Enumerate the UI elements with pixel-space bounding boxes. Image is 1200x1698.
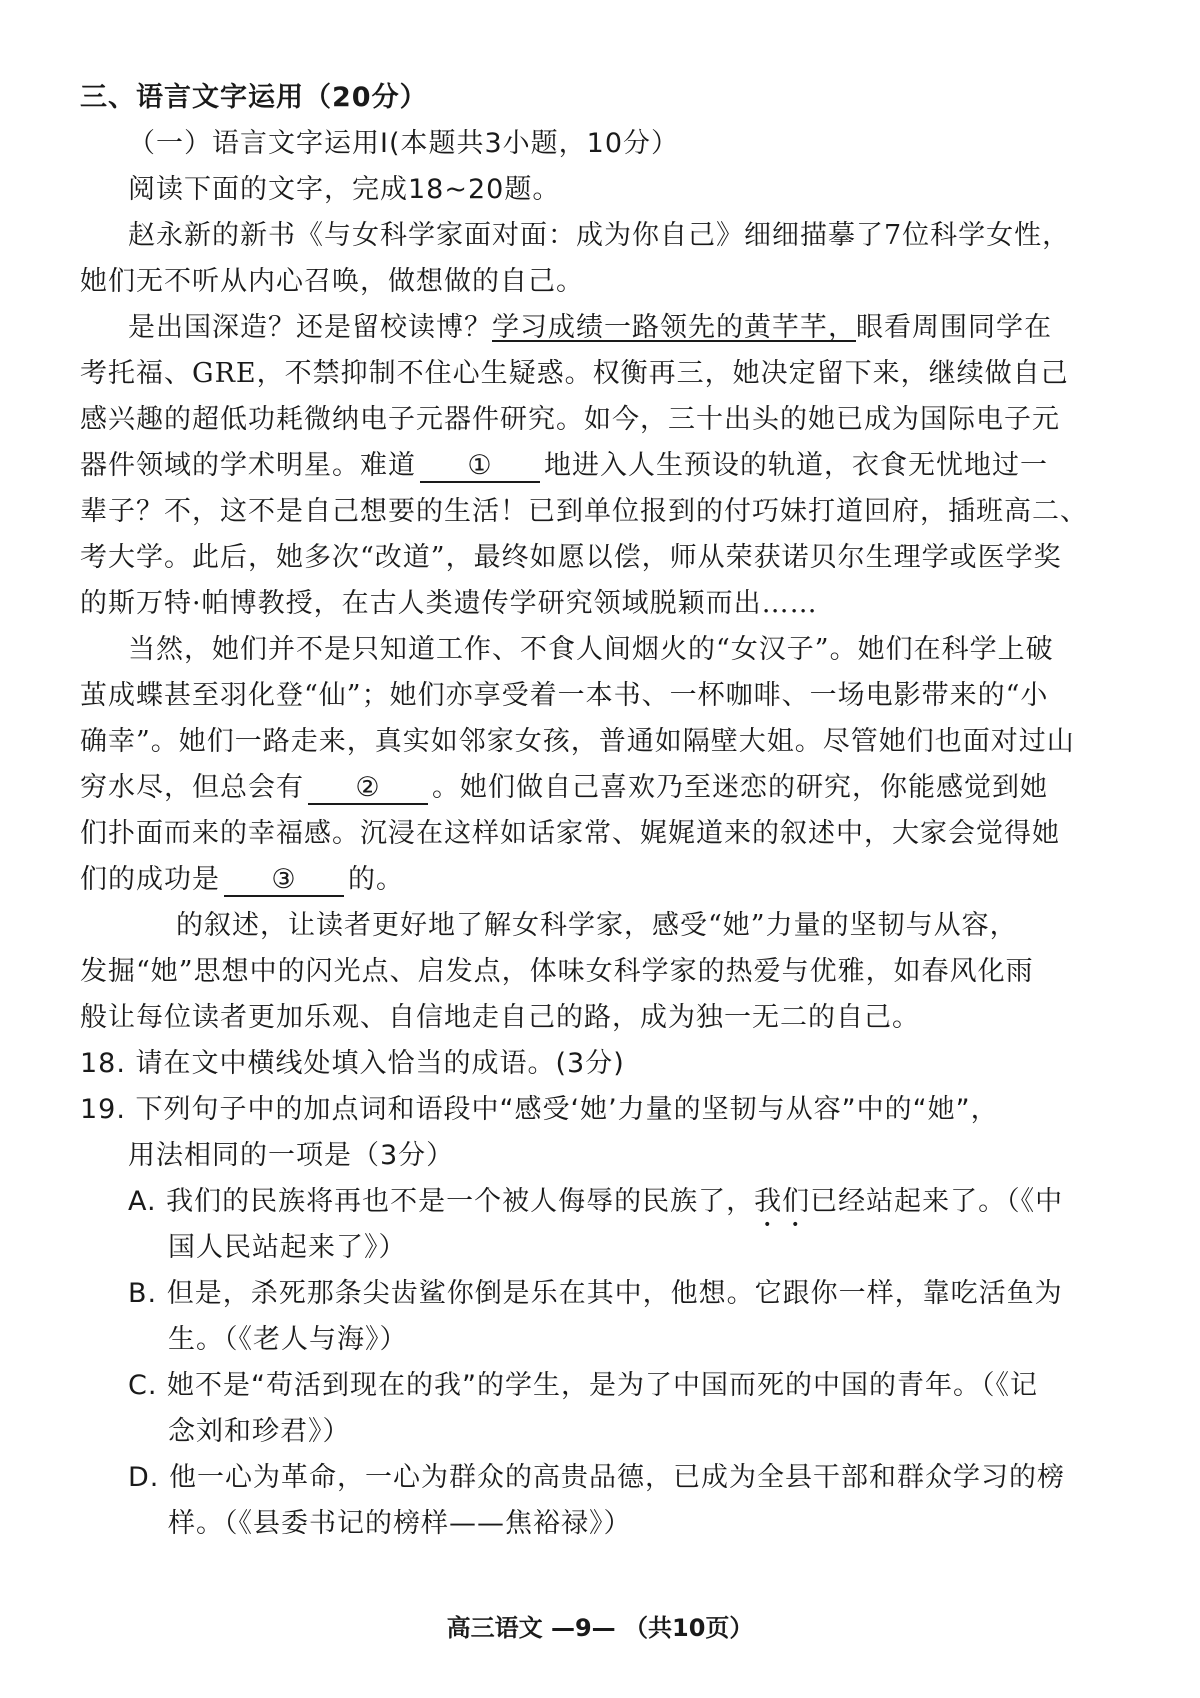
dotted-word: 我们 xyxy=(754,1186,811,1217)
blank-1: ① xyxy=(420,451,540,483)
passage-line: 的斯万特·帕博教授，在古人类遗传学研究领域脱颖而出…… xyxy=(80,588,818,619)
passage-text: 眼看周围同学在 xyxy=(856,312,1052,343)
passage-line: 辈子？不，这不是自己想要的生活！已到单位报到的付巧妹打道回府，插班高二、 xyxy=(80,496,1088,527)
underlined-text: 学习成绩一路领先的黄芊芊， xyxy=(492,312,856,343)
passage-text: 们的成功是 xyxy=(80,864,220,895)
passage-line: 般让每位读者更加乐观、自信地走自己的路，成为独一无二的自己。 xyxy=(80,1002,920,1033)
passage-line: 们扑面而来的幸福感。沉浸在这样如话家常、娓娓道来的叙述中，大家会觉得她 xyxy=(80,818,1060,849)
question-19: 19. 下列句子中的加点词和语段中“感受‘她’力量的坚韧与从容”中的“她”， xyxy=(80,1094,999,1125)
option-a-continued: 国人民站起来了》） xyxy=(168,1232,407,1263)
option-a xyxy=(128,1184,1063,1233)
passage-line xyxy=(80,862,404,898)
option-b-continued: 生。（《老人与海》） xyxy=(168,1324,408,1355)
passage-text: 地进入人生预设的轨道，衣食无忧地过一 xyxy=(544,450,1048,481)
passage-text: 。她们做自己喜欢乃至迷恋的研究，你能感觉到她 xyxy=(432,772,1048,803)
option-c-continued: 念刘和珍君》） xyxy=(168,1416,351,1447)
passage-line: 的叙述，让读者更好地了解女科学家，感受“她”力量的坚韧与从容， xyxy=(176,910,1018,941)
passage-line: 感兴趣的超低功耗微纳电子元器件研究。如今，三十出头的她已成为国际电子元 xyxy=(80,404,1060,435)
passage-line: 她们无不听从内心召唤，做想做的自己。 xyxy=(80,266,584,297)
option-a-text: 已经站起来了。（《中 xyxy=(810,1186,1064,1217)
passage-line: 赵永新的新书《与女科学家面对面：成为你自己》细细描摹了7位科学女性， xyxy=(128,220,1071,251)
passage-line: 考大学。此后，她多次“改道”，最终如愿以偿，师从荣获诺贝尔生理学或医学奖 xyxy=(80,542,1062,573)
passage-text: 穷水尽，但总会有 xyxy=(80,772,304,803)
blank-3: ③ xyxy=(224,865,344,897)
option-c: C. 她不是“苟活到现在的我”的学生，是为了中国而死的中国的青年。（《记 xyxy=(128,1370,1038,1401)
passage-text: 的。 xyxy=(348,864,404,895)
passage-line: 确幸”。她们一路走来，真实如邻家女孩，普通如隔壁大姐。尽管她们也面对过山 xyxy=(80,726,1075,757)
passage-line: 当然，她们并不是只知道工作、不食人间烟火的“女汉子”。她们在科学上破 xyxy=(128,634,1054,665)
section-title: 三、语言文字运用（20分） xyxy=(80,82,428,113)
passage-line: 茧成蝶甚至羽化登“仙”；她们亦享受着一本书、一杯咖啡、一场电影带来的“小 xyxy=(80,680,1049,711)
subsection-title: （一）语言文字运用Ⅰ(本题共3小题，10分） xyxy=(128,128,680,159)
passage-line: 发掘“她”思想中的闪光点、启发点，体味女科学家的热爱与优雅，如春风化雨 xyxy=(80,956,1034,987)
page-footer: 高三语文 —9— （共10页） xyxy=(446,1614,754,1642)
option-d-continued: 样。（《县委书记的榜样——焦裕禄》） xyxy=(168,1508,632,1539)
question-19-continued: 用法相同的一项是（3分） xyxy=(128,1140,455,1171)
blank-2: ② xyxy=(308,773,428,805)
option-b: B. 但是，杀死那条尖齿鲨你倒是乐在其中，他想。它跟你一样，靠吃活鱼为 xyxy=(128,1278,1063,1309)
instruction: 阅读下面的文字，完成18~20题。 xyxy=(128,174,561,205)
question-18: 18. 请在文中横线处填入恰当的成语。(3分) xyxy=(80,1048,625,1079)
passage-line xyxy=(128,310,1052,346)
passage-line xyxy=(80,448,1048,484)
passage-text: 是出国深造？还是留校读博？ xyxy=(128,312,492,343)
option-a-text: A. 我们的民族将再也不是一个被人侮辱的民族了， xyxy=(128,1186,755,1217)
passage-line xyxy=(80,770,1048,806)
passage-text: 器件领域的学术明星。难道 xyxy=(80,450,416,481)
passage-line: 考托福、GRE，不禁抑制不住心生疑惑。权衡再三，她决定留下来，继续做自己 xyxy=(80,358,1069,389)
option-d: D. 他一心为革命，一心为群众的高贵品德，已成为全县干部和群众学习的榜 xyxy=(128,1462,1065,1493)
